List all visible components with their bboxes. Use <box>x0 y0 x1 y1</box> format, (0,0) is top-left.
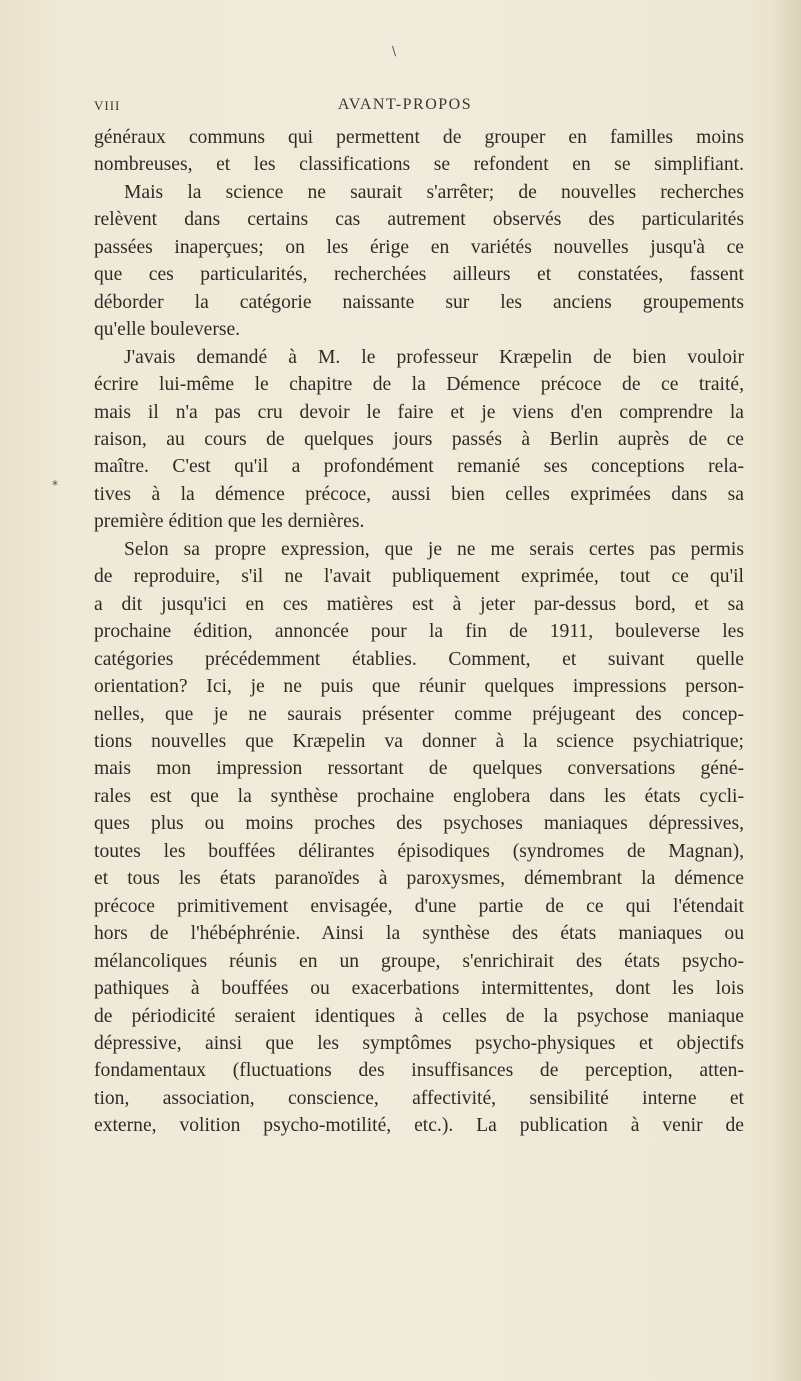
text-line: Selon sa propre expression, que je ne me serais certes pas permis <box>124 538 744 560</box>
text-line: mais il n'a pas cru devoir le faire et je viens d'en comprendre la <box>94 401 744 423</box>
text-line: de reproduire, s'il ne l'avait publiquement exprimée, tout ce qu'il <box>94 566 744 588</box>
text-line: que ces particularités, recherchées ailleurs et constatées, fassent <box>94 264 744 286</box>
text-line: précoce primitivement envisagée, d'une partie de ce qui l'étendait <box>94 895 744 917</box>
stray-mark-top: \ <box>392 44 397 58</box>
text-line: rales est que la synthèse prochaine englobera dans les états cycli- <box>94 785 744 807</box>
text-line: mélancoliques réunis en un groupe, s'enrichirait des états psycho- <box>94 950 744 972</box>
stray-mark-left: * <box>52 478 58 492</box>
text-line: passées inaperçues; on les érige en variétés nouvelles jusqu'à ce <box>94 236 744 258</box>
text-line: catégories précédemment établies. Comment, et suivant quelle <box>94 648 744 670</box>
text-line: orientation? Ici, je ne puis que réunir quelques impressions person- <box>94 676 744 698</box>
text-line: fondamentaux (fluctuations des insuffisances de perception, atten- <box>94 1060 744 1082</box>
text-line: nelles, que je ne saurais présenter comme préjugeant des concep- <box>94 703 744 725</box>
text-line: qu'elle bouleverse. <box>94 319 241 341</box>
text-line: prochaine édition, annoncée pour la fin de 1911, bouleverse les <box>94 621 744 643</box>
text-line: maître. C'est qu'il a profondément remanié ses conceptions rela- <box>94 456 744 478</box>
text-line: Mais la science ne saurait s'arrêter; de nouvelles recherches <box>124 181 744 203</box>
text-line: écrire lui-même le chapitre de la Démence précoce de ce traité, <box>94 374 744 396</box>
text-line: tion, association, conscience, affectivité, sensibilité interne et <box>94 1087 744 1109</box>
text-line: J'avais demandé à M. le professeur Kræpelin de bien vouloir <box>124 346 744 368</box>
text-line: raison, au cours de quelques jours passés à Berlin auprès de ce <box>94 428 744 450</box>
body-text <box>94 124 744 1140</box>
page-edge-shadow <box>773 0 801 1381</box>
page-number: VIII <box>94 98 121 113</box>
text-line: toutes les bouffées délirantes épisodiques (syndromes de Magnan), <box>94 840 744 862</box>
text-line: de périodicité seraient identiques à celles de la psychose maniaque <box>94 1005 744 1027</box>
text-line: ques plus ou moins proches des psychoses maniaques dépressives, <box>94 813 744 835</box>
text-line: dépressive, ainsi que les symptômes psycho-physiques et objectifs <box>94 1032 744 1054</box>
text-line: hors de l'hébéphrénie. Ainsi la synthèse des états maniaques ou <box>94 923 744 945</box>
text-line: pathiques à bouffées ou exacerbations intermittentes, dont les lois <box>94 978 744 1000</box>
text-line: généraux communs qui permettent de grouper en familles moins <box>94 127 744 148</box>
text-line: tives à la démence précoce, aussi bien celles exprimées dans sa <box>94 483 744 505</box>
text-line: tions nouvelles que Kræpelin va donner à la science psychiatrique; <box>94 730 744 752</box>
text-line: nombreuses, et les classifications se refondent en se simplifiant. <box>94 154 744 176</box>
text-line: relèvent dans certains cas autrement observés des particularités <box>94 209 744 231</box>
text-line: et tous les états paranoïdes à paroxysmes, démembrant la démence <box>94 868 744 890</box>
running-title: AVANT-PROPOS <box>337 96 473 113</box>
page-header <box>0 96 801 120</box>
text-line: mais mon impression ressortant de quelques conversations géné- <box>94 758 744 780</box>
text-line: a dit jusqu'ici en ces matières est à jeter par-dessus bord, et sa <box>94 593 744 615</box>
text-line: déborder la catégorie naissante sur les anciens groupements <box>94 291 744 313</box>
text-line: externe, volition psycho-motilité, etc.). La publication à venir de <box>94 1115 744 1137</box>
text-line: première édition que les dernières. <box>94 511 365 533</box>
